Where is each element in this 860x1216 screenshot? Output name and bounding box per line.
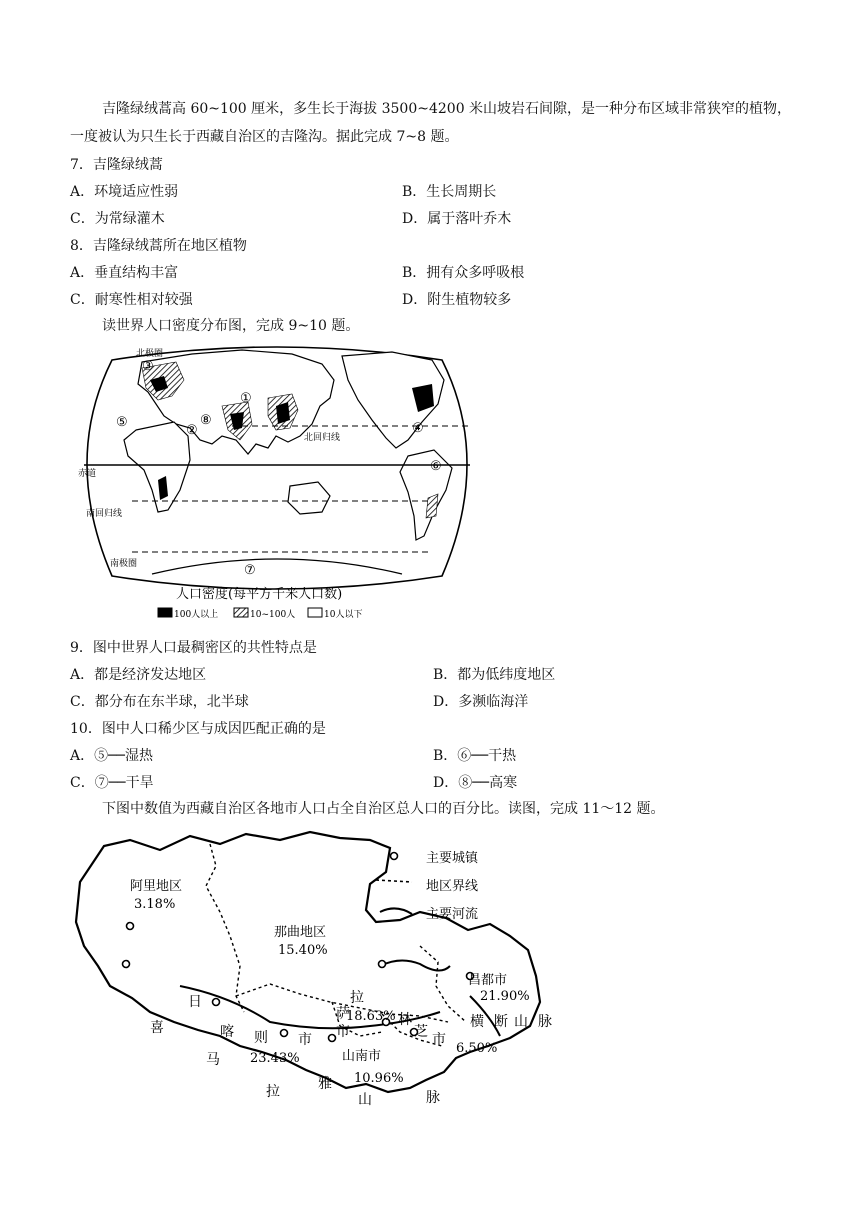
town-ali-2 xyxy=(123,961,130,968)
label-antarctic: 南极圈 xyxy=(110,559,138,569)
legend-river: 主要河流 xyxy=(426,907,479,922)
q10-option-b: B．⑥──干热 xyxy=(433,748,517,764)
char-ma: 马 xyxy=(206,1052,220,1068)
char-duan: 断 xyxy=(494,1014,508,1030)
q9-option-b: B．都为低纬度地区 xyxy=(433,667,556,683)
char-ya: 雅 xyxy=(318,1076,332,1092)
label-equator: 赤道 xyxy=(78,469,97,479)
char-shan: 山 xyxy=(358,1092,372,1108)
legend-high: 100人以上 xyxy=(174,610,219,620)
q9-option-d: D．多濒临海洋 xyxy=(433,694,529,710)
region-naqu-name: 那曲地区 xyxy=(274,925,327,940)
region-ali-value: 3.18% xyxy=(134,897,176,912)
region-shannan-value: 10.96% xyxy=(354,1071,404,1086)
char-la2: 拉 xyxy=(350,990,364,1006)
char-ri: 日 xyxy=(188,994,202,1010)
passage-line-1: 吉隆绿绒蒿高 60~100 厘米，多生长于海拔 3500~4200 米山坡岩石间隙，是一种分布区域非常狭窄的植物， xyxy=(102,101,792,117)
legend-boundary-symbol xyxy=(376,880,412,882)
q10-option-d: D．⑧──高寒 xyxy=(433,775,518,791)
legend-river-symbol xyxy=(380,908,412,914)
region-ali-name: 阿里地区 xyxy=(130,879,183,894)
char-la: 拉 xyxy=(266,1084,280,1100)
marker-7: ⑦ xyxy=(244,563,256,578)
label-tropic-north: 北回归线 xyxy=(304,433,341,443)
legend-swatch-low xyxy=(308,608,322,617)
passage-3: 下图中数值为西藏自治区各地市人口占全自治区总人口的百分比。读图，完成 11～12 题。 xyxy=(102,801,665,817)
char-mai: 脉 xyxy=(426,1090,440,1106)
char-ze: 则 xyxy=(254,1030,268,1046)
char-shi3: 市 xyxy=(432,1032,446,1048)
question-9-stem: 9．图中世界人口最稠密区的共性特点是 xyxy=(70,640,317,656)
passage-line-2: 一度被认为只生长于西藏自治区的吉隆沟。据此完成 7~8 题。 xyxy=(70,129,459,145)
region-changdu-value: 21.90% xyxy=(480,989,530,1004)
region-changdu-name: 昌都市 xyxy=(468,973,508,988)
q7-option-b: B．生长周期长 xyxy=(402,184,497,200)
q8-option-b: B．拥有众多呼吸根 xyxy=(402,265,525,281)
q7-option-c: C．为常绿灌木 xyxy=(70,211,165,227)
town-naqu xyxy=(379,961,386,968)
tibet-population-map xyxy=(70,826,560,1110)
town-rikaze-2 xyxy=(281,1030,288,1037)
char-shi: 市 xyxy=(298,1032,312,1048)
marker-4: ④ xyxy=(412,421,424,436)
char-zhi: 芝 xyxy=(414,1024,428,1040)
question-10-stem: 10．图中人口稀少区与成因匹配正确的是 xyxy=(70,721,326,737)
q10-option-a: A．⑤──湿热 xyxy=(70,748,153,764)
legend-mid: 10~100人 xyxy=(250,610,296,620)
label-tropic-south: 南回归线 xyxy=(86,509,123,519)
char-ka: 喀 xyxy=(220,1024,234,1040)
label-arctic: 北极圈 xyxy=(136,349,164,359)
legend-title: 人口密度(每平方千米人口数) xyxy=(176,587,343,602)
marker-5: ⑤ xyxy=(116,415,128,430)
question-7-stem: 7．吉隆绿绒蒿 xyxy=(70,157,163,173)
char-shan2: 山 xyxy=(514,1014,528,1030)
town-shannan xyxy=(329,1035,336,1042)
char-sa: 萨 xyxy=(336,1006,350,1022)
marker-8: ⑧ xyxy=(200,413,212,428)
question-8-stem: 8．吉隆绿绒蒿所在地区植物 xyxy=(70,238,247,254)
legend-low: 10人以下 xyxy=(324,610,363,620)
q7-option-d: D．属于落叶乔木 xyxy=(402,211,512,227)
town-ali xyxy=(127,923,134,930)
region-shannan-name: 山南市 xyxy=(342,1049,382,1064)
marker-3: ③ xyxy=(142,359,154,374)
q8-option-a: A．垂直结构丰富 xyxy=(70,265,179,281)
q10-option-c: C．⑦──干旱 xyxy=(70,775,154,791)
region-rikaze-value: 23.43% xyxy=(250,1051,300,1066)
q9-option-c: C．都分布在东半球，北半球 xyxy=(70,694,249,710)
region-naqu-value: 15.40% xyxy=(278,943,328,958)
marker-6: ⑥ xyxy=(430,459,442,474)
q8-option-c: C．耐寒性相对较强 xyxy=(70,292,193,308)
region-lasa-value: 18.63% xyxy=(346,1009,396,1024)
q9-option-a: A．都是经济发达地区 xyxy=(70,667,207,683)
marker-2: ② xyxy=(186,423,198,438)
q8-option-d: D．附生植物较多 xyxy=(402,292,512,308)
region-linzhi-value: 6.50% xyxy=(456,1041,498,1056)
legend-boundary: 地区界线 xyxy=(426,879,479,894)
legend-town-symbol xyxy=(391,853,398,860)
legend-swatch-mid xyxy=(234,608,248,617)
passage-2: 读世界人口密度分布图，完成 9~10 题。 xyxy=(102,318,360,334)
world-population-map xyxy=(72,340,482,624)
char-xi: 喜 xyxy=(150,1020,164,1036)
marker-1: ① xyxy=(240,391,252,406)
char-shi2: 市 xyxy=(336,1024,350,1040)
legend-town: 主要城镇 xyxy=(426,851,479,866)
q7-option-a: A．环境适应性弱 xyxy=(70,184,179,200)
legend-swatch-high xyxy=(158,608,172,617)
town-rikaze xyxy=(213,999,220,1006)
char-lin: 林 xyxy=(398,1012,412,1028)
char-mai2: 脉 xyxy=(538,1014,552,1030)
char-heng: 横 xyxy=(470,1014,484,1030)
